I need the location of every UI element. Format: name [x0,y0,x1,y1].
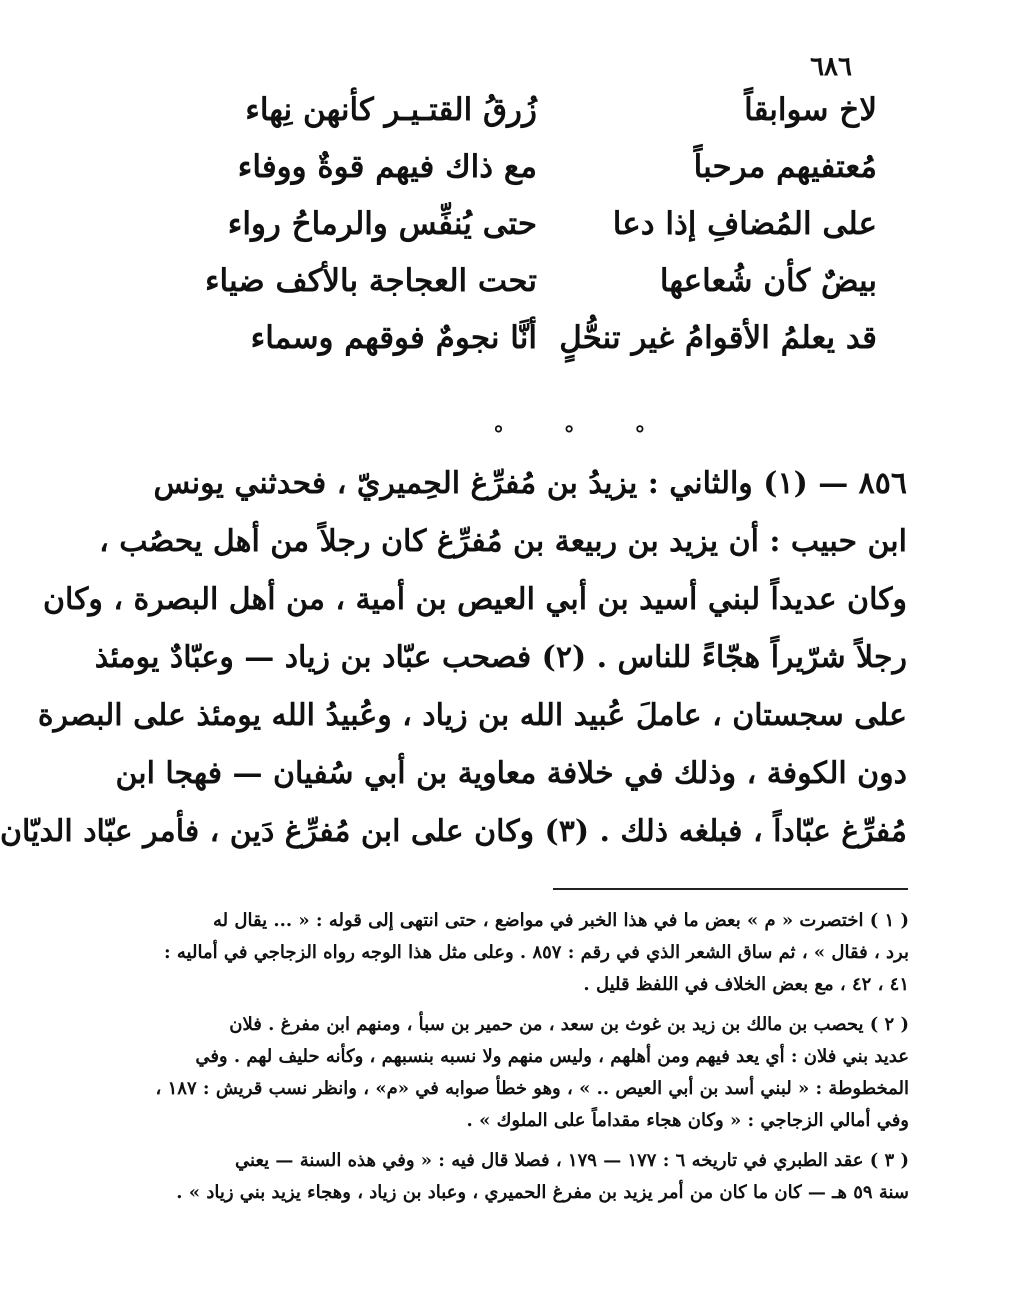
verse-first-hemistich: قد يعلمُ الأقوامُ غير تنحُّلٍ [559,320,877,356]
footnote-line: ٤١ ، ٤٢ ، مع بعض الخلاف في اللفظ قليل . [583,974,909,995]
verse-second-hemistich: مع ذاك فيهم قوةٌ ووفاء [237,149,537,185]
poem-verse [217,206,877,263]
verse-second-hemistich: زُرقُ القتـيـر كأنهن نِهاء [245,92,537,128]
footnote-line: برد ، فقال » ، ثم ساق الشعر الذي في رقم : ٨٥٧ . وعلى مثل هذا الوجه رواه الزجاجي في أماليه : [163,942,909,963]
verse-second-hemistich: أنَّا نجومٌ فوقهم وسماء [250,320,537,356]
verse-first-hemistich: مُعتفيهم مرحباً [693,149,877,185]
footnote-2 [155,1009,909,1137]
footnote-line: وفي أمالي الزجاجي : « وكان هجاء مقداماً على الملوك » . [466,1110,909,1131]
footnote-line: ( ١ ) اختصرت « م » بعض ما في هذا الخبر في مواضع ، حتى انتهى إلى قوله : « ... يقال له [213,910,909,931]
text-line: دون الكوفة ، وذلك في خلافة معاوية بن أبي سُفيان — فهجا ابن [115,756,907,791]
section-separator: ° ° ° [493,422,672,448]
footnote-line: سنة ٥٩ هـ — كان ما كان من أمر يزيد بن مفرغ الحميري ، وعباد بن زياد ، وهجاء يزيد بني زياد » . [176,1182,909,1203]
poem-verse [204,263,877,320]
footnote-line: المخطوطة : « لبني أسد بن أبي العيص .. » ، وهو خطأ صوابه في «م» ، وانظر نسب قريش : ١٨٧ ، [155,1078,909,1099]
text-line: ٨٥٦ — (١) والثاني : يزيدُ بن مُفرِّغ الحِميريّ ، فحدثني يونس [153,466,907,501]
verse-first-hemistich: لاخ سوابقاً [744,92,877,128]
poem-verse [217,320,877,377]
main-text [0,455,907,861]
footnote-line: ( ٣ ) عقد الطبري في تاريخه ٦ : ١٧٧ — ١٧٩ ، فصلا قال فيه : « وفي هذه السنة — يعني [235,1150,909,1171]
verse-first-hemistich: على المُضافِ إذا دعا [612,206,877,242]
footnotes [155,905,909,1217]
footnote-divider [553,888,908,890]
text-line: وكان عديداً لبني أسيد بن أبي العيص بن أمية ، من أهل البصرة ، وكان [42,582,907,617]
verse-second-hemistich: تحت العجاجة بالأكف ضياء [204,263,537,299]
poem [204,92,877,377]
poem-verse [217,149,877,206]
text-line: مُفرِّغ عبّاداً ، فبلغه ذلك . (٣) وكان على ابن مُفرِّغ دَين ، فأمر عبّاد الديّان [0,814,907,849]
page-number: ٦٨٦ [810,52,852,82]
footnote-3 [176,1145,909,1209]
verse-first-hemistich: بيضٌ كأن شُعاعها [659,263,877,299]
footnote-1 [163,905,909,1001]
text-line: رجلاً شرّيراً هجّاءً للناس . (٢) فصحب عبّاد بن زياد — وعبّادٌ يومئذ [94,640,907,675]
verse-second-hemistich: حتى يُنفِّس والرماحُ رواء [227,206,537,242]
footnote-line: عديد بني فلان : أي يعد فيهم ومن أهلهم ، وليس منهم ولا نسبه بنسبهم ، وكأنه حليف لهم . وفي [195,1046,909,1067]
footnote-line: ( ٢ ) يحصب بن مالك بن زيد بن غوث بن سعد ، من حمير بن سبأ ، ومنهم ابن مفرغ . فلان [229,1014,909,1035]
text-line: ابن حبيب : أن يزيد بن ربيعة بن مُفرِّغ كان رجلاً من أهل يحصُب ، [99,524,907,559]
text-line: على سجستان ، عاملَ عُبيد الله بن زياد ، وعُبيدُ الله يومئذ على البصرة [37,698,907,733]
poem-verse [217,92,877,149]
